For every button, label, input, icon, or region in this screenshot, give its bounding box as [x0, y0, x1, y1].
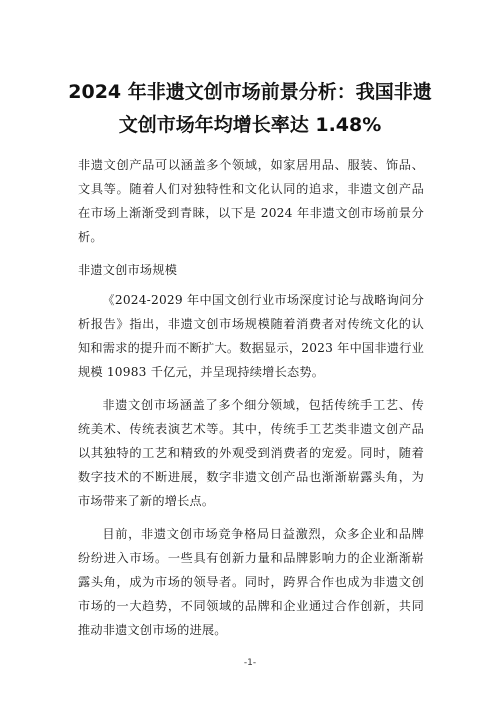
- paragraph-report: 《2024-2029 年中国文创行业市场深度讨论与战略询问分析报告》指出，非遗文创市场规模随着消费者对传统文化的认知和需求的提升而不断扩大。数据显示，2023 年中国非遗行业规模 10983 千亿元，并呈现持续增长态势。: [78, 293, 424, 379]
- paragraph-competition: 目前，非遗文创市场竞争格局日益激烈，众多企业和品牌纷纷进入市场。一些具有创新力量和品牌影响力的企业渐渐崭露头角，成为市场的领导者。同时，跨界合作也成为非遗文创市场的一大趋势，不同领域的品牌和企业通过合作创新，共同推动非遗文创市场的进展。: [78, 527, 424, 637]
- title-line-1: 2024 年非遗文创市场前景分析：我国非遗: [68, 81, 432, 103]
- page-number: -1-: [243, 658, 257, 668]
- document-title: [60, 76, 440, 142]
- intro-paragraph: 非遗文创产品可以涵盖多个领域，如家居用品、服装、饰品、文具等。随着人们对独特性和文化认同的追求，非遗文创产品在市场上渐渐受到青睐，以下是 2024 年非遗文创市场前景分析。: [78, 158, 424, 244]
- paragraph-segments: 非遗文创市场涵盖了多个细分领域，包括传统手工艺、传统美术、传统表演艺术等。其中，传统手工艺类非遗文创产品以其独特的工艺和精致的外观受到消费者的宠爱。同时，随着数字技术的不断进展，数字非遗文创产品也渐渐崭露头角，为市场带来了新的增长点。: [78, 398, 424, 508]
- document-body: [78, 153, 424, 651]
- section-heading: 非遗文创市场规模: [78, 263, 178, 277]
- title-line-2: 文创市场年均增长率达 1.48%: [118, 114, 382, 136]
